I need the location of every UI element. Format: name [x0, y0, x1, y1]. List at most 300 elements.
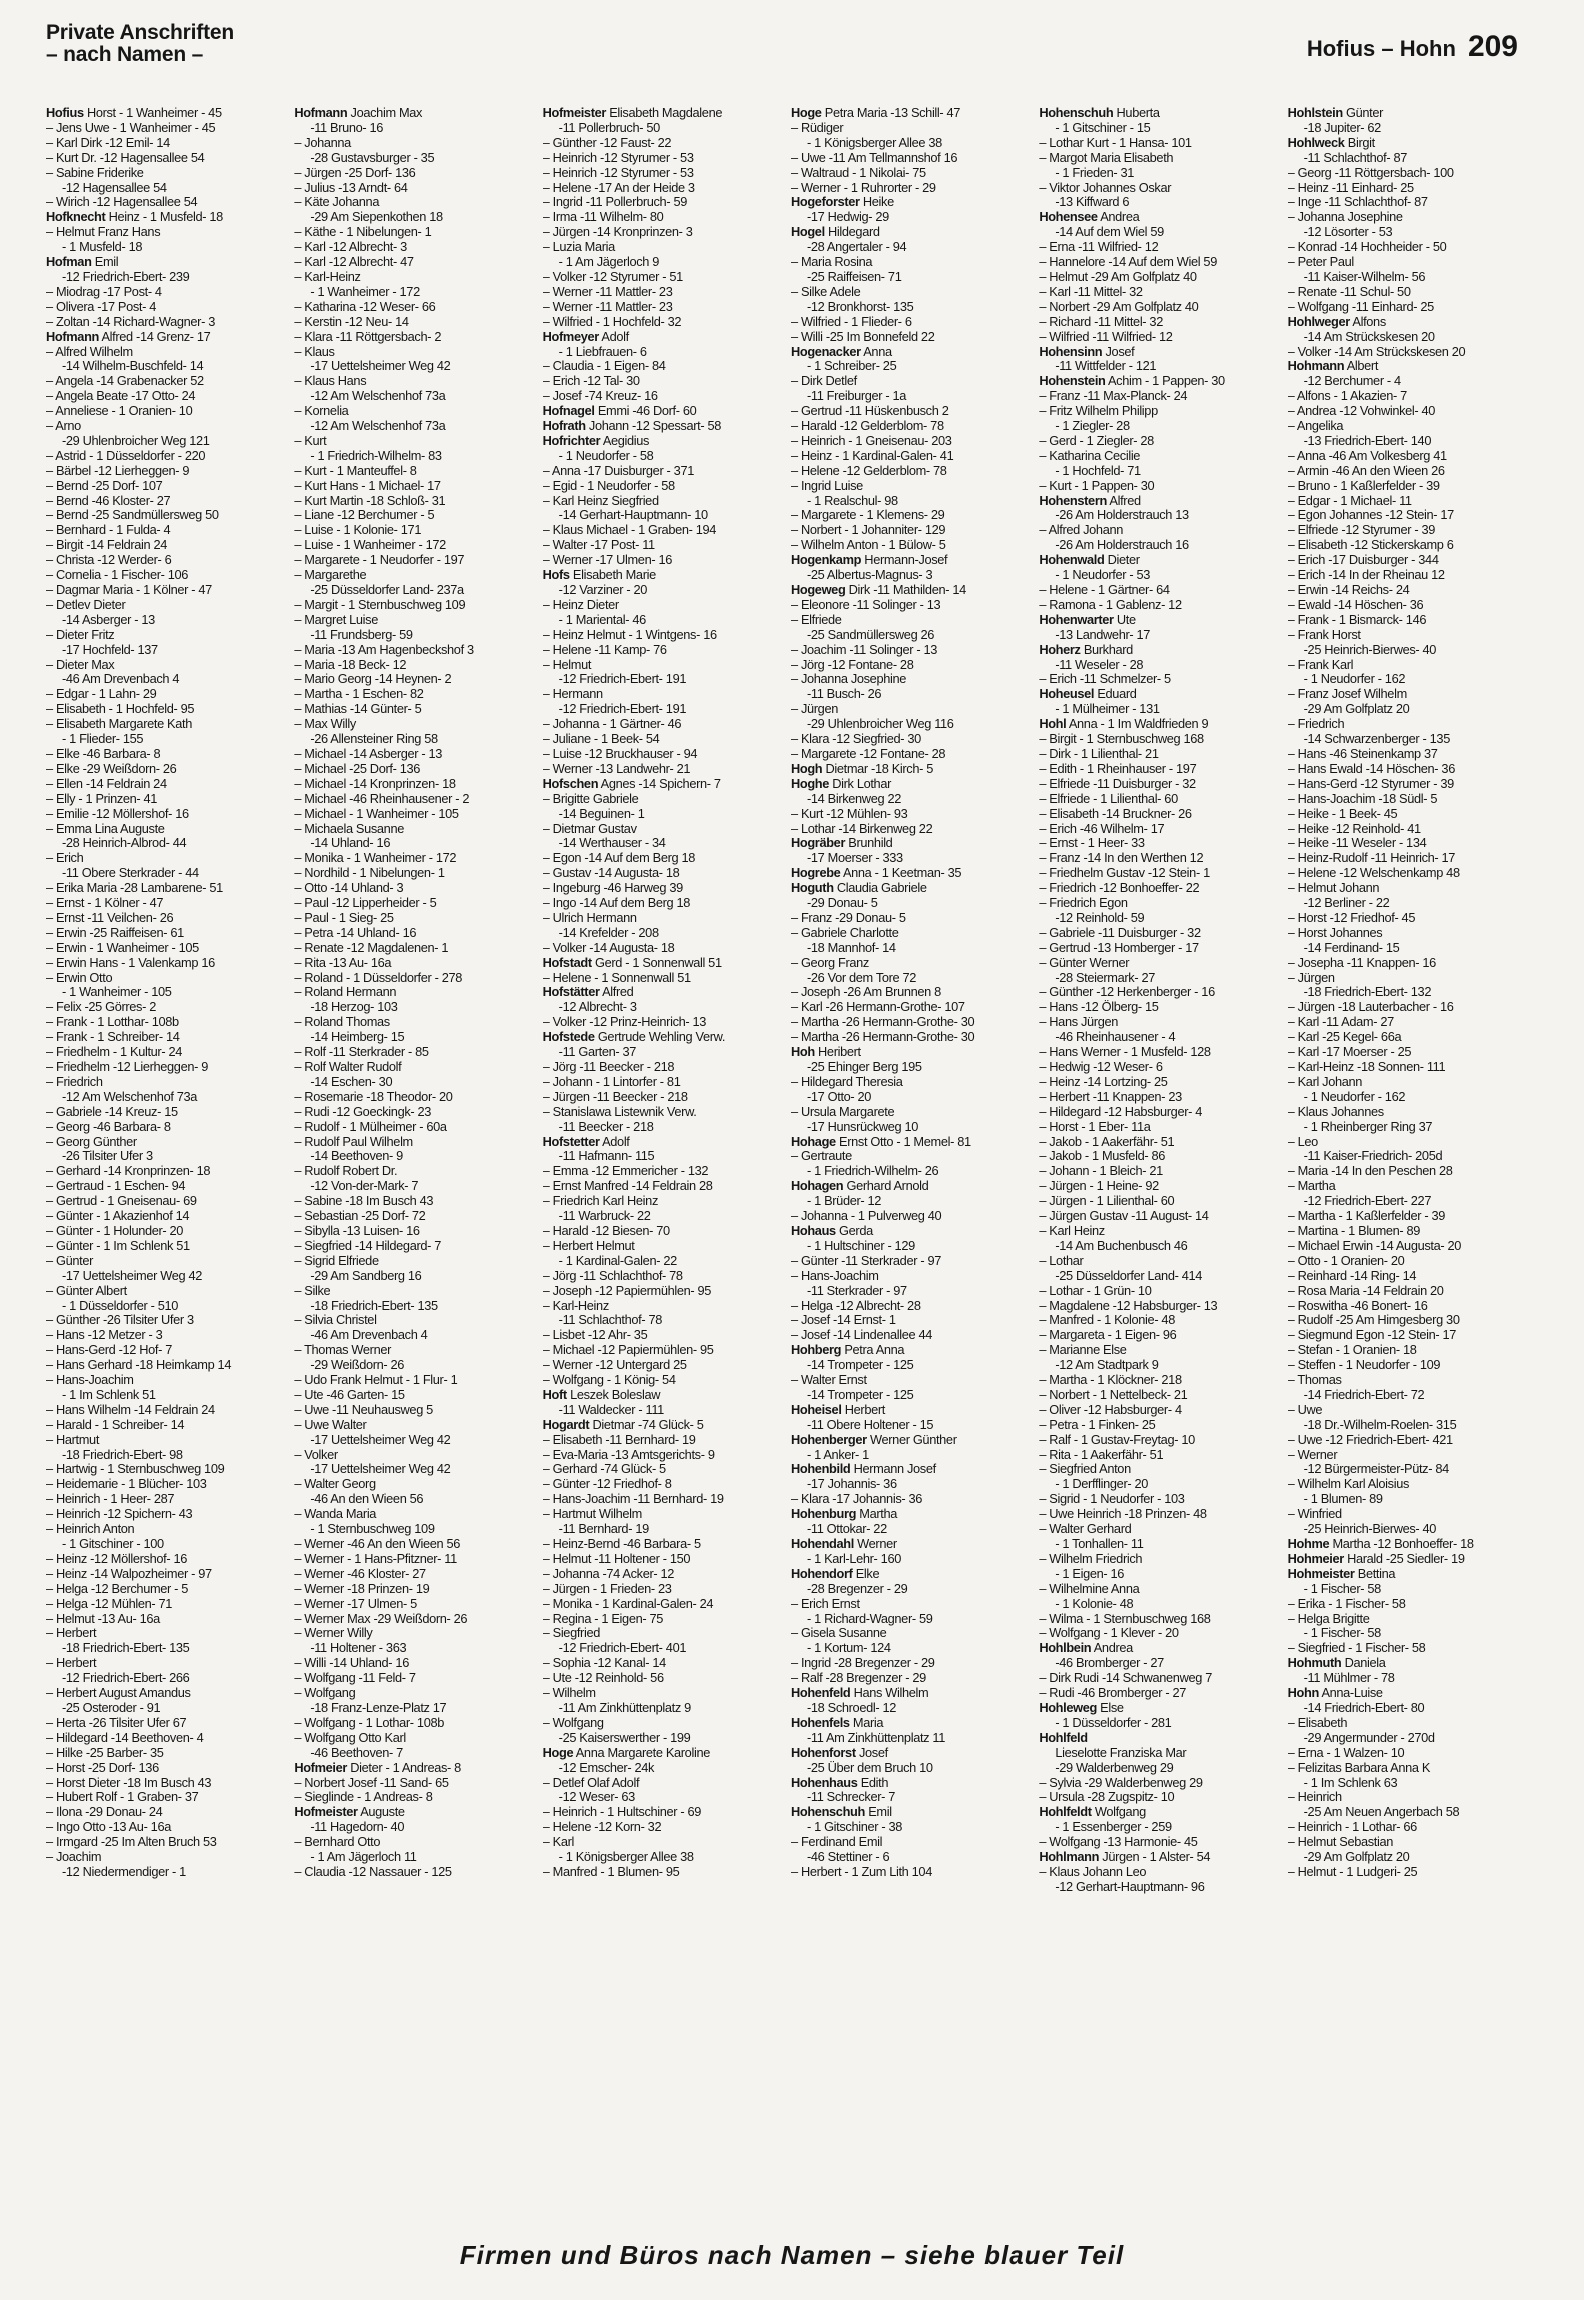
entry-text: – Renate -11 Schul- 50: [1287, 283, 1411, 299]
directory-entry: [543, 225, 781, 240]
directory-entry: [791, 613, 1029, 628]
directory-entry: [1039, 792, 1277, 807]
entry-text: – Franz -11 Max-Planck- 24: [1039, 388, 1188, 404]
directory-entry: [791, 136, 1029, 151]
entry-text: Emmi -46 Dorf- 60: [597, 403, 697, 419]
directory-entry: [46, 1716, 284, 1731]
directory-entry: [294, 1164, 532, 1179]
entry-text: -46 An den Wieen 56: [310, 1491, 424, 1507]
entry-text: – Regina - 1 Eigen- 75: [542, 1610, 664, 1626]
entry-text: - 1 Anker- 1: [806, 1446, 869, 1462]
directory-entry: [543, 1716, 781, 1731]
directory-entry: [46, 1850, 284, 1865]
entry-text: Martha -12 Bonhoeffer- 18: [1332, 1536, 1474, 1551]
directory-entry: [46, 1075, 284, 1090]
directory-entry: [1288, 1313, 1526, 1328]
entry-text: – Helene -12 Korn- 32: [542, 1819, 662, 1835]
directory-entry: [1288, 672, 1526, 687]
entry-text: – Rudolf - 1 Mülheimer - 60a: [294, 1118, 447, 1134]
directory-entry: [791, 881, 1029, 896]
entry-text: – Erich -46 Wilhelm- 17: [1039, 820, 1165, 836]
entry-text: – Heinrich -12 Spichern- 43: [46, 1506, 193, 1522]
directory-entry: [46, 345, 284, 360]
directory-entry: [791, 1075, 1029, 1090]
entry-text: – Margit - 1 Sternbuschweg 109: [294, 596, 466, 612]
entry-text: – Luise -12 Bruckhauser - 94: [542, 745, 698, 761]
entry-text: – Luise - 1 Wanheimer - 172: [294, 537, 446, 553]
directory-entry: [294, 643, 532, 658]
directory-entry: [791, 389, 1029, 404]
directory-entry: [294, 225, 532, 240]
directory-entry: [46, 762, 284, 777]
directory-entry: [791, 1656, 1029, 1671]
surname: Hoheisel: [790, 1401, 842, 1417]
entry-text: Petra Anna: [844, 1342, 905, 1358]
entry-text: – Steffen - 1 Neudorfer - 109: [1287, 1357, 1441, 1373]
entry-text: Werner: [857, 1536, 897, 1551]
directory-entry: [543, 822, 781, 837]
directory-entry: [543, 1209, 781, 1224]
directory-entry: [791, 1284, 1029, 1299]
entry-text: -29 Angermunder - 270d: [1303, 1729, 1435, 1745]
entry-text: – Angela -14 Grabenacker 52: [46, 373, 204, 389]
directory-entry: [791, 1343, 1029, 1358]
surname: Hohmann: [1287, 358, 1345, 374]
entry-text: – Bernd -25 Dorf- 107: [46, 477, 163, 493]
entry-text: -25 Kaiserswerther - 199: [558, 1729, 691, 1745]
directory-entry: [1039, 449, 1277, 464]
entry-text: -12 Reinhold- 59: [1055, 909, 1145, 925]
directory-entry: [543, 836, 781, 851]
directory-entry: [294, 1865, 532, 1880]
entry-text: – Heinz Helmut - 1 Wintgens- 16: [542, 626, 717, 642]
surname: Hoge: [542, 1744, 574, 1760]
entry-text: – Jürgen -25 Dorf- 136: [294, 164, 416, 180]
directory-entry: [1288, 181, 1526, 196]
entry-text: – Jens Uwe - 1 Wanheimer - 45: [46, 119, 216, 135]
directory-entry: [543, 106, 781, 121]
directory-entry: [1039, 270, 1277, 285]
entry-text: – Friedrich: [46, 1073, 103, 1089]
directory-entry: [1039, 1746, 1277, 1761]
entry-text: – Joseph -26 Am Brunnen 8: [790, 984, 941, 1000]
directory-entry: [791, 285, 1029, 300]
directory-entry: [294, 121, 532, 136]
directory-entry: [791, 1045, 1029, 1060]
directory-entry: [791, 1820, 1029, 1835]
directory-entry: [46, 717, 284, 732]
directory-entry: [1288, 1075, 1526, 1090]
entry-text: – Dirk Rudi -14 Schwanenweg 7: [1039, 1670, 1212, 1686]
directory-entry: [1039, 1224, 1277, 1239]
directory-entry: [1288, 732, 1526, 747]
entry-text: – Irmgard -25 Im Alten Bruch 53: [46, 1834, 217, 1850]
entry-text: – Heinz Dieter: [542, 596, 619, 612]
directory-entry: [294, 1820, 532, 1835]
directory-entry: [1039, 926, 1277, 941]
directory-entry: [294, 1507, 532, 1522]
directory-entry: [1288, 568, 1526, 583]
directory-entry: [46, 1299, 284, 1314]
directory-entry: [1288, 553, 1526, 568]
entry-text: – Helmut -11 Holtener - 150: [542, 1550, 691, 1566]
surname: Hofman: [46, 254, 92, 270]
directory-entry: [1288, 1403, 1526, 1418]
entry-text: – Erwin - 1 Wanheimer - 105: [46, 939, 199, 955]
directory-entry: [1288, 1015, 1526, 1030]
entry-text: -14 Birkenweg 22: [806, 790, 901, 806]
entry-text: – Dietmar Gustav: [542, 820, 637, 836]
entry-text: – Detlev Dieter: [46, 596, 126, 612]
entry-text: – Hartwig - 1 Sternbuschweg 109: [46, 1461, 225, 1477]
directory-entry: [543, 1731, 781, 1746]
entry-text: Josef: [1105, 343, 1135, 359]
directory-entry: [46, 702, 284, 717]
entry-text: -28 Angertaler - 94: [806, 239, 907, 255]
directory-entry: [543, 553, 781, 568]
entry-text: - 1 Hultschiner - 129: [806, 1237, 915, 1253]
directory-entry: [1288, 1030, 1526, 1045]
entry-text: – Karl Heinz Siegfried: [542, 492, 659, 508]
entry-text: – Friedrich: [1287, 716, 1345, 732]
entry-text: – Ernst -11 Veilchen- 26: [46, 909, 174, 925]
entry-text: – Hedwig -12 Weser- 6: [1039, 1059, 1163, 1074]
directory-entry: [46, 1731, 284, 1746]
directory-entry: [1039, 672, 1277, 687]
directory-entry: [46, 1761, 284, 1776]
entry-text: -11 Busch- 26: [806, 686, 882, 702]
entry-text: Anna - 1 Im Waldfrieden 9: [1068, 716, 1209, 732]
entry-text: – Karl -11 Adam- 27: [1287, 1014, 1394, 1030]
directory-entry: [791, 374, 1029, 389]
entry-text: – Werner -46 An den Wieen 56: [294, 1536, 460, 1551]
directory-entry: [791, 777, 1029, 792]
directory-entry: [1288, 1567, 1526, 1582]
entry-text: Petra Maria -13 Schill- 47: [824, 106, 961, 120]
directory-entry: [294, 613, 532, 628]
entry-text: – Liane -12 Berchumer - 5: [294, 507, 435, 523]
directory-entry: [1288, 434, 1526, 449]
entry-text: Günter: [1346, 106, 1384, 120]
directory-entry: [294, 687, 532, 702]
directory-entry: [1288, 1626, 1526, 1641]
entry-text: -17 Uettelsheimer Weg 42: [310, 1461, 451, 1477]
entry-text: - 1 Realschul- 98: [806, 492, 898, 508]
directory-entry: [46, 1641, 284, 1656]
entry-text: – Jürgen Gustav -11 August- 14: [1039, 1208, 1209, 1224]
entry-text: Leszek Boleslaw: [570, 1386, 661, 1402]
entry-text: – Claudia -12 Nassauer - 125: [294, 1863, 452, 1879]
directory-entry: [1039, 1761, 1277, 1776]
entry-text: – Ingrid -28 Bregenzer - 29: [790, 1655, 935, 1671]
entry-text: – Helga -12 Mühlen- 71: [46, 1595, 173, 1611]
directory-entry: [1039, 1030, 1277, 1045]
directory-entry: [543, 747, 781, 762]
entry-text: - 1 Kolonie- 48: [1055, 1595, 1134, 1611]
entry-text: – Stanislawa Listewnik Verw.: [542, 1103, 697, 1119]
entry-text: – Hans-Joachim: [46, 1372, 134, 1388]
entry-text: -25 Heinrich-Bierwes- 40: [1303, 641, 1437, 657]
directory-entry: [1039, 136, 1277, 151]
entry-text: – Manfred - 1 Kolonie- 48: [1039, 1312, 1175, 1328]
directory-entry: [46, 464, 284, 479]
directory-entry: [1039, 851, 1277, 866]
directory-entry: [1039, 181, 1277, 196]
directory-entry: [791, 1731, 1029, 1746]
directory-column: [46, 106, 284, 2232]
surname: Hohl: [1039, 716, 1067, 732]
directory-entry: [1039, 941, 1277, 956]
directory-entry: [1288, 628, 1526, 643]
directory-entry: [791, 1030, 1029, 1045]
directory-entry: [1039, 985, 1277, 1000]
entry-text: – Werner -17 Ulmen- 16: [542, 552, 672, 568]
directory-entry: [1288, 1522, 1526, 1537]
directory-entry: [543, 1552, 781, 1567]
directory-entry: [543, 851, 781, 866]
entry-text: – Sylvia -29 Walderbenweg 29: [1039, 1774, 1203, 1790]
entry-text: – Erwin -25 Raiffeisen- 61: [46, 924, 184, 940]
entry-text: – Lisbet -12 Ahr- 35: [542, 1327, 648, 1343]
directory-entry: [1288, 136, 1526, 151]
entry-text: – Käthe - 1 Nibelungen- 1: [294, 224, 432, 240]
entry-text: -18 Herzog- 103: [310, 999, 398, 1015]
surname: Hohensee: [1039, 209, 1098, 225]
entry-text: – Michael -14 Kronprinzen- 18: [294, 775, 456, 791]
directory-entry: [46, 777, 284, 792]
directory-entry: [791, 851, 1029, 866]
directory-columns: [46, 106, 1526, 2232]
directory-entry: [294, 941, 532, 956]
entry-text: -12 Hagensallee 54: [62, 179, 167, 195]
entry-text: – Karl-Heinz: [542, 1297, 609, 1313]
directory-entry: [543, 1060, 781, 1075]
directory-entry: [46, 598, 284, 613]
directory-entry: [294, 702, 532, 717]
directory-entry: [294, 926, 532, 941]
directory-entry: [1039, 1403, 1277, 1418]
directory-entry: [543, 1135, 781, 1150]
entry-text: – Leo: [1287, 1133, 1318, 1149]
directory-entry: [1288, 1135, 1526, 1150]
entry-text: Dirk Lothar: [832, 775, 892, 791]
entry-text: – Karl Dirk -12 Emil- 14: [46, 134, 170, 150]
directory-entry: [543, 1805, 781, 1820]
entry-text: -46 Am Drevenbach 4: [62, 671, 180, 687]
surname: Hofrichter: [542, 432, 601, 448]
directory-entry: [1039, 1149, 1277, 1164]
directory-entry: [791, 1060, 1029, 1075]
directory-entry: [1288, 449, 1526, 464]
entry-text: Eduard: [1097, 686, 1137, 702]
entry-text: Birgit: [1347, 134, 1375, 150]
directory-entry: [543, 523, 781, 538]
entry-text: – Elfriede - 1 Lilienthal- 60: [1039, 790, 1178, 806]
directory-entry: [1039, 464, 1277, 479]
entry-text: – Hans -46 Steinenkamp 37: [1287, 745, 1438, 761]
surname: Hofnagel: [542, 403, 595, 419]
entry-text: – Elisabeth -14 Bruckner- 26: [1039, 805, 1192, 821]
directory-entry: [543, 1582, 781, 1597]
entry-text: – Werner -12 Untergard 25: [542, 1357, 687, 1373]
directory-entry: [1039, 687, 1277, 702]
surname: Hogenkamp: [790, 552, 862, 568]
surname: Hofmann: [46, 328, 99, 344]
surname: Hofmeister: [542, 106, 607, 120]
directory-entry: [1288, 538, 1526, 553]
entry-text: – Heinz -14 Walpozheimer - 97: [46, 1565, 212, 1581]
directory-entry: [1288, 1164, 1526, 1179]
directory-entry: [1288, 1731, 1526, 1746]
entry-text: – Peter Paul: [1287, 254, 1354, 270]
entry-text: -26 Am Holderstrauch 16: [1055, 537, 1189, 553]
directory-entry: [46, 1507, 284, 1522]
directory-entry: [294, 971, 532, 986]
directory-entry: [543, 941, 781, 956]
directory-entry: [543, 1090, 781, 1105]
directory-entry: [294, 1582, 532, 1597]
entry-text: – Gabriele -11 Duisburger - 32: [1039, 924, 1201, 940]
entry-text: – Helmut Franz Hans: [46, 224, 161, 240]
directory-entry: [294, 553, 532, 568]
entry-text: -11 Sterkrader - 97: [806, 1282, 907, 1298]
surname: Hofmeyer: [542, 328, 599, 344]
directory-entry: [791, 1850, 1029, 1865]
entry-text: – Klara -12 Siegfried- 30: [790, 731, 921, 747]
entry-text: – Jörg -12 Fontane- 28: [790, 656, 914, 672]
entry-text: - 1 Hochfeld- 71: [1055, 462, 1141, 478]
directory-entry: [791, 479, 1029, 494]
entry-text: -11 Schlachthof- 78: [558, 1312, 663, 1328]
directory-entry: [1039, 1612, 1277, 1627]
entry-text: – Felix -25 Görres- 2: [46, 999, 156, 1015]
directory-entry: [294, 1850, 532, 1865]
directory-entry: [46, 1224, 284, 1239]
directory-entry: [543, 464, 781, 479]
directory-entry: [791, 1507, 1029, 1522]
directory-entry: [1288, 1597, 1526, 1612]
entry-text: – Margret Luise: [294, 611, 378, 627]
entry-text: – Werner -17 Ulmen- 5: [294, 1595, 417, 1611]
directory-entry: [791, 717, 1029, 732]
directory-entry: [791, 598, 1029, 613]
directory-entry: [1039, 285, 1277, 300]
entry-text: -46 Beethoven- 7: [310, 1744, 403, 1760]
directory-entry: [46, 851, 284, 866]
directory-entry: [543, 762, 781, 777]
entry-text: – Oliver -12 Habsburger- 4: [1039, 1401, 1182, 1417]
entry-text: – Margot Maria Elisabeth: [1039, 149, 1174, 165]
entry-text: – Norbert - 1 Nettelbeck- 21: [1039, 1386, 1188, 1402]
entry-text: – Dieter Fritz: [46, 626, 115, 642]
directory-entry: [1039, 568, 1277, 583]
entry-text: -25 Am Neuen Angerbach 58: [1303, 1804, 1460, 1820]
directory-entry: [543, 658, 781, 673]
directory-entry: [294, 1403, 532, 1418]
entry-text: – Elfriede: [790, 611, 842, 627]
entry-text: – Hans-Gerd -12 Styrumer - 39: [1287, 775, 1454, 791]
directory-entry: [294, 1776, 532, 1791]
directory-entry: [46, 1194, 284, 1209]
directory-entry: [46, 1030, 284, 1045]
directory-entry: [1288, 911, 1526, 926]
entry-text: – Kurt Dr. -12 Hagensallee 54: [46, 149, 205, 165]
directory-entry: [46, 1671, 284, 1686]
entry-text: – Johanna Josephine: [790, 671, 907, 687]
entry-text: – Elisabeth: [1287, 1714, 1348, 1730]
entry-text: Bettina: [1357, 1565, 1396, 1581]
directory-entry: [294, 1000, 532, 1015]
entry-text: -26 Am Holderstrauch 13: [1055, 507, 1189, 523]
entry-text: – Heinz -11 Einhard- 25: [1287, 179, 1414, 195]
entry-text: -11 Kaiser-Wilhelm- 56: [1303, 268, 1426, 284]
entry-text: – Armin -46 An den Wieen 26: [1287, 462, 1445, 478]
entry-text: – Hildegard -12 Habsburger- 4: [1039, 1103, 1203, 1119]
entry-text: – Max Willy: [294, 716, 356, 732]
entry-text: – Ingeburg -46 Harweg 39: [542, 880, 683, 896]
directory-entry: [294, 285, 532, 300]
entry-text: – Harald -12 Gelderblom- 78: [790, 418, 944, 434]
entry-text: – Margarete -12 Fontane- 28: [790, 745, 946, 761]
entry-text: – Frank - 1 Schreiber- 14: [46, 1029, 180, 1045]
directory-entry: [294, 449, 532, 464]
entry-text: – Wolfgang - 1 Lothar- 108b: [294, 1714, 444, 1730]
surname: Hofmeier: [294, 1759, 347, 1775]
directory-entry: [791, 836, 1029, 851]
directory-entry: [543, 195, 781, 210]
surname: Hofius: [46, 106, 84, 120]
directory-entry: [1039, 1626, 1277, 1641]
directory-entry: [543, 1701, 781, 1716]
entry-text: – Julius -13 Arndt- 64: [294, 179, 408, 195]
surname: Hogeforster: [790, 194, 860, 210]
entry-text: – Zoltan -14 Richard-Wagner- 3: [46, 313, 215, 329]
directory-entry: [1039, 1418, 1277, 1433]
entry-text: – Gerd - 1 Ziegler- 28: [1039, 432, 1154, 448]
surname: Hoft: [542, 1386, 567, 1402]
entry-text: -25 Sandmüllersweg 26: [806, 626, 935, 642]
entry-text: - 1 Mülheimer - 131: [1055, 701, 1160, 717]
entry-text: – Elisabeth -11 Bernhard- 19: [542, 1431, 696, 1447]
directory-entry: [294, 1343, 532, 1358]
directory-entry: [1288, 1388, 1526, 1403]
directory-entry: [543, 985, 781, 1000]
entry-text: – Bruno - 1 Kaßlerfelder - 39: [1287, 477, 1440, 493]
entry-text: -18 Friedrich-Ebert- 135: [62, 1640, 190, 1656]
directory-entry: [543, 404, 781, 419]
entry-text: - 1 Blumen- 89: [1303, 1491, 1383, 1507]
entry-text: Hermann Josef: [853, 1461, 936, 1477]
directory-entry: [1039, 836, 1277, 851]
directory-entry: [294, 1433, 532, 1448]
directory-entry: [294, 1746, 532, 1761]
entry-text: – Günter Werner: [1039, 954, 1130, 970]
directory-entry: [294, 1701, 532, 1716]
entry-text: -11 Garten- 37: [558, 1044, 637, 1060]
entry-text: Adolf: [601, 328, 629, 344]
entry-text: – Petra - 1 Finken- 25: [1039, 1416, 1156, 1432]
directory-entry: [1288, 300, 1526, 315]
directory-entry: [543, 956, 781, 971]
directory-entry: [1288, 1269, 1526, 1284]
entry-text: – Manfred - 1 Blumen- 95: [542, 1863, 680, 1879]
directory-entry: [1039, 1090, 1277, 1105]
directory-entry: [791, 553, 1029, 568]
entry-text: – Claudia - 1 Eigen- 84: [542, 358, 666, 374]
entry-text: – Uwe Heinrich -18 Prinzen- 48: [1039, 1506, 1207, 1522]
directory-entry: [294, 881, 532, 896]
directory-entry: [46, 1776, 284, 1791]
